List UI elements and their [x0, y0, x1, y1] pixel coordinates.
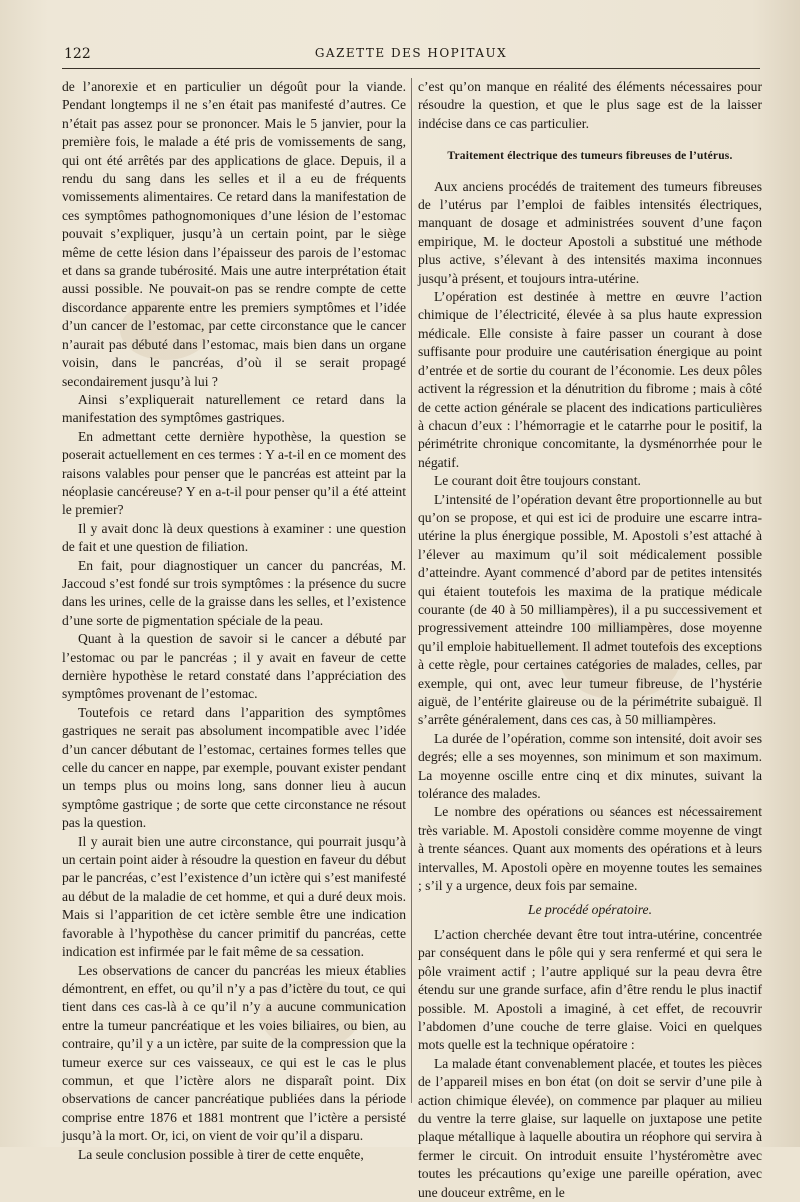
column-rule: [411, 78, 412, 1103]
paragraph: La seule conclusion possible à tirer de cette enquête,: [78, 1146, 364, 1162]
journal-title: GAZETTE DES HOPITAUX: [314, 46, 508, 60]
right-column: [418, 78, 762, 1202]
paragraph: En fait, pour diagnostiquer un cancer du pancréas, M. Jaccoud s’est fondé sur trois symptômes : la présence du sucre dans les urines, celle de la graisse dans les selles, et l’existence d’une sorte de pigmentation spéciale de la peau.: [62, 557, 406, 628]
page-number: 122: [64, 46, 91, 62]
paragraph: Ainsi s’expliquerait naturellement ce retard dans la manifestation des symptômes gastriques.: [62, 391, 406, 426]
paragraph: Les observations de cancer du pancréas les mieux établies démontrent, en effet, ou qu’il n’y a pas d’ictère du tout, ce qui tient dans ces cas-là à ce qu’il n’y a aucune communication entre la tumeur pancréatique et les voies biliaires, ou bien, au contraire, qu’il y a un ictère, par suite de la compression que la tumeur exerce sur ces vaisseaux, ce qui est le cas le plus commun, et que l’ictère alors ne disparaît point. Dix observations de cancer pancréatique publiées dans la période comprise entre 1876 et 1881 montrent que l’ictère a persisté jusqu’à la mort. Or, ici, on vient de voir qu’il a disparu.: [62, 962, 406, 1144]
paragraph: Il y aurait bien une autre circonstance, qui pourrait jusqu’à un certain point aider à résoudre la question en faveur du début par le pancréas, c’est l’existence d’un ictère qui s’est manifesté au début de la maladie de cet homme, et qui a duré deux mois. Mais si l’apparition de cet ictère semble être une indication favorable à l’hypothèse du cancer primitif du pancréas, cette indication est infirmée par le fait même de sa cessation.: [62, 833, 406, 960]
paragraph: La durée de l’opération, comme son intensité, doit avoir ses degrés; elle a ses moyennes, son minimum et son maximum. La moyenne oscille entre cinq et dix minutes, suivant la tolérance des malades.: [418, 730, 762, 802]
page-header: [62, 44, 760, 69]
section-heading: Traitement électrique des tumeurs fibreuses de l’utérus.: [447, 150, 733, 163]
paragraph: La malade étant convenablement placée, et toutes les pièces de l’appareil mises en bon état (on doit se servir d’une pile à action chimique élevée), on commence par plaquer au milieu du ventre la terre glaise, sur laquelle on juxtapose une petite plaque métallique à laquelle aboutira un réophore qui servira à fermer le circuit. On introduit ensuite l’hystéromètre avec toutes les précautions qu’exige une pareille opération, avec une douceur extrême, en le: [418, 1055, 762, 1200]
paragraph: Quant à la question de savoir si le cancer a débuté par l’estomac ou par le pancréas ; il y avait en faveur de cette dernière hypothèse le retard constaté dans l’appréciation des symptômes provenant de l’estomac.: [62, 631, 406, 702]
paragraph: Aux anciens procédés de traitement des tumeurs fibreuses de l’utérus par l’emploi de faibles intensités électriques, manquant de dosage et administrées souvent d’une façon empirique, M. le docteur Apostoli a substitué une méthode plus active, s’élevant à des intensités maxima inconnues jusqu’à présent, et toujours intra-utérine.: [418, 178, 762, 286]
paragraph: Toutefois ce retard dans l’apparition des symptômes gastriques ne serait pas absolument incompatible avec l’idée d’un cancer débutant de l’estomac, certaines formes telles que celle du cancer en nappe, par exemple, pouvant exister pendant un temps plus ou moins long, sans donner lieu à aucun symptôme gastrique ; de sorte que cette circonstance ne résout pas la question.: [62, 704, 406, 831]
paragraph: L’action cherchée devant être tout intra-utérine, concentrée par conséquent dans le pôle qui y sera renfermé et qui sera le pôle vraiment actif ; l’autre appliqué sur la peau devra être étendu sur une grande surface, afin d’être rendu le plus inactif possible. M. Apostoli a imaginé, à cet effet, de recouvrir l’abdomen d’une couche de terre glaise. Voici en quelques mots quelle est la technique opératoire :: [418, 926, 762, 1053]
paragraph: Le courant doit être toujours constant.: [434, 473, 641, 489]
paragraph: c’est qu’on manque en réalité des éléments nécessaires pour résoudre la question, et que le plus sage est de la laisser indécise dans ce cas particulier.: [418, 79, 762, 131]
paragraph: Il y avait donc là deux questions à examiner : une question de fait et une question de filiation.: [62, 520, 406, 555]
paragraph: de l’anorexie et en particulier un dégoût pour la viande. Pendant longtemps il ne s’en était pas manifesté d’autres. Ce n’était pas assez pour se prononcer. Mais le 5 janvier, pour la première fois, le malade a été pris de vomissements de sang, qui ont été arrêtés par des applications de glace. Depuis, il a rendu du sang dans les selles et il a eu de fréquents vomissements alimentaires. Ce retard dans la manifestation de ces symptômes pathognomoniques d’une lésion de l’estomac pouvait s’expliquer, jusqu’à un certain point, par le siège même de cette lésion dans l’épaisseur des parois de l’estomac et dans sa grande tubérosité. Mais une autre interprétation était aussi possible. Ne pouvait-on pas se rendre compte de cette discordance apparente entre les premiers symptômes et l’idée d’un cancer de l’estomac, par cette circonstance que le cancer n’aurait pas débuté dans l’estomac, mais bien dans un organe voisin, dans le pancréas, d’où il se serait propagé secondairement jusqu’à lui ?: [62, 79, 406, 389]
paragraph: Le nombre des opérations ou séances est nécessairement très variable. M. Apostoli considère comme moyenne de vingt à trente séances. Quant aux moments des opérations et à leurs intervalles, M. Apostoli opère en moyenne toutes les semaines ; s’il y a urgence, deux fois par semaine.: [418, 804, 762, 894]
paragraph: L’intensité de l’opération devant être proportionnelle au but qu’on se propose, et qui est ici de produire une escarre intra-utérine la plus énergique possible, M. Apostoli s’est attaché à l’élever au maximum qu’il soit médicalement possible d’atteindre. Ayant commencé d’abord par de petites intensités qui étaient toutefois les maxima de la pratique médicale courante (de 40 à 50 milliampères), il a pu successivement et progressivement atteindre 100 milliampères, dose moyenne qu’il emploie habituellement. Il admet toutefois des exceptions à cette règle, pour certaines catégories de malades, celles, par exemple, qui ont, avec leur tumeur fibreuse, de l’hystérie aiguë, de l’entérite glaireuse ou de la périmétrite subaiguë. Il s’arrête généralement, dans ces cas, à 50 milliampères.: [418, 491, 762, 728]
paragraph: L’opération est destinée à mettre en œuvre l’action chimique de l’électricité, élevée à sa plus haute expression médicale. Elle consiste à faire passer un courant à dose suffisante pour produire une cautérisation énergique au point d’entrée et de sortie du courant de l’économie. Les deux pôles activent la régression et la dénutrition du fibrome ; mais à côté de cette action générale se placent des indications particulières à chacun d’eux : l’hémorragie et le catarrhe pour le positif, la périmétrite chronique concomitante, la dysménorrhée pour le négatif.: [418, 289, 762, 470]
subheading: Le procédé opératoire.: [528, 902, 652, 918]
paragraph: En admettant cette dernière hypothèse, la question se poserait actuellement en ces termes : Y a-t-il en ce moment des raisons valables pour penser que le pancréas est atteint par la néoplasie cancéreuse? Y en a-t-il pour penser qu’il a été atteint le premier?: [62, 428, 406, 518]
left-column: [62, 78, 406, 1164]
